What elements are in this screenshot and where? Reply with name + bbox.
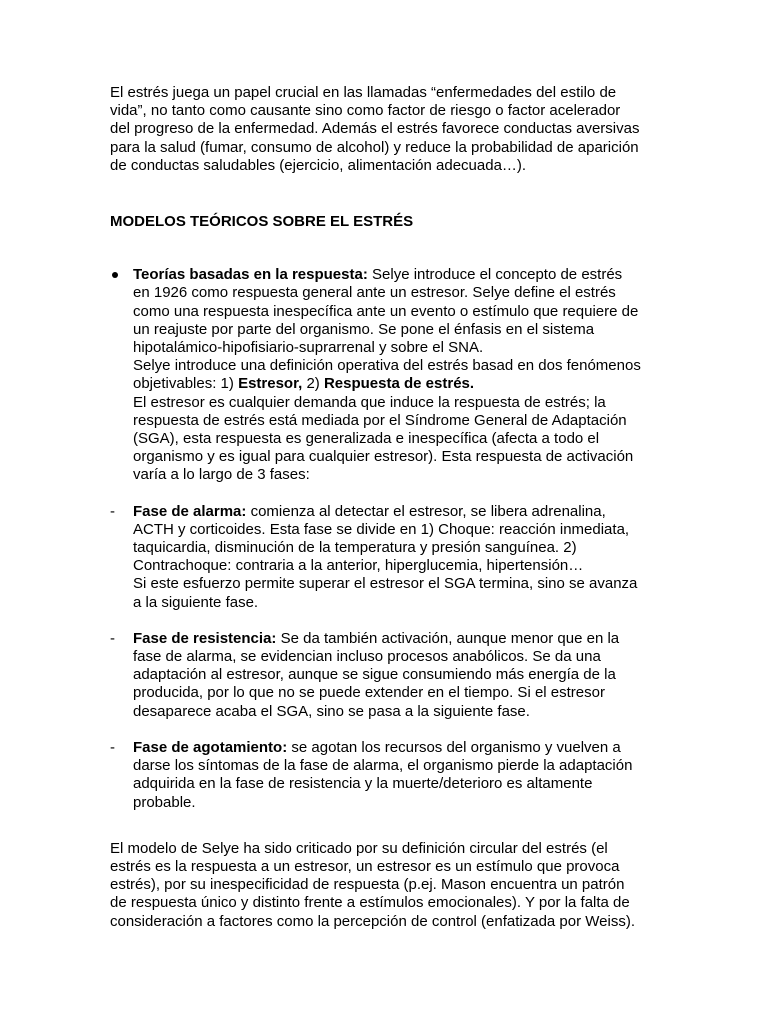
objetivables-prefix: objetivables: 1) [133, 375, 239, 393]
phase-line: desaparece acaba el SGA, sino se pasa a la siguiente fase. [133, 702, 530, 720]
bullet-line: hipotalámico-hipofisiario-suprarrenal y sobre el SNA. [133, 339, 484, 357]
respuesta-bold: Respuesta de estrés. [323, 375, 475, 393]
dash-marker: - [110, 629, 115, 647]
phase-line-rest: Se da también activación, aunque menor que en la [276, 629, 620, 647]
phase-line: probable. [133, 793, 196, 811]
phase-line: Si este esfuerzo permite superar el estresor el SGA termina, sino se avanza [133, 575, 638, 593]
phase-line: ACTH y corticoides. Esta fase se divide en 1) Choque: reacción inmediata, [133, 520, 630, 538]
phase-line: producida, por lo que no se puede extender en el tiempo. Si el estresor [133, 684, 605, 702]
intro-line: de conductas saludables (ejercicio, alimentación adecuada…). [110, 156, 527, 174]
phase-item-alarma [110, 503, 662, 612]
phase-line: a la siguiente fase. [133, 593, 259, 611]
phase-first-line [133, 630, 662, 648]
closing-line: estrés es la respuesta a un estresor, un estresor es un estímulo que provoca [110, 857, 620, 875]
bullet-line: organismo y es igual para cualquier estresor). Esta respuesta de activación [133, 448, 634, 466]
bullet-line: (SGA), esta respuesta es generalizada e inespecífica (afecta a todo el [133, 430, 600, 448]
intro-line: vida”, no tanto como causante sino como factor de riesgo o factor acelerador [110, 102, 621, 120]
intro-line: del progreso de la enfermedad. Además el estrés favorece conductas aversivas [110, 120, 640, 138]
phase-item-agotamiento [110, 739, 662, 812]
bullet-line: como una respuesta inespecífica ante un evento o estímulo que requiere de [133, 302, 639, 320]
closing-paragraph [110, 840, 662, 931]
objetivables-mid: 2) [302, 375, 324, 393]
bullet-objetivables-line [133, 375, 662, 393]
bullet-line: respuesta de estrés está mediada por el Síndrome General de Adaptación [133, 411, 627, 429]
phase-line-rest: se agotan los recursos del organismo y vuelven a [287, 738, 621, 756]
bullet-line-rest: Selye introduce el concepto de estrés [367, 266, 623, 284]
phase-first-line [133, 739, 662, 757]
bullet-item-response-theories [110, 266, 662, 484]
intro-line: para la salud (fumar, consumo de alcohol) y reduce la probabilidad de aparición [110, 138, 639, 156]
section-heading: MODELOS TEÓRICOS SOBRE EL ESTRÉS [110, 213, 414, 231]
phase-bold-label: Fase de agotamiento: [133, 738, 288, 756]
dash-marker: - [110, 502, 115, 520]
phase-bold-label: Fase de resistencia: [133, 629, 277, 647]
phase-line: fase de alarma, se evidencian incluso procesos anabólicos. Se da una [133, 648, 601, 666]
closing-line: estrés), por su inespecificidad de respuesta (p.ej. Mason encuentra un patrón [110, 876, 625, 894]
bullet-line: un reajuste por parte del organismo. Se pone el énfasis en el sistema [133, 320, 595, 338]
bullet-line: Selye introduce una definición operativa del estrés basad en dos fenómenos [133, 357, 641, 375]
phase-line: Contrachoque: contraria a la anterior, hiperglucemia, hipertensión… [133, 557, 584, 575]
estresor-bold: Estresor, [238, 375, 303, 393]
closing-line: de respuesta único y distinto frente a estímulos emocionales). Y por la falta de [110, 894, 630, 912]
closing-line: El modelo de Selye ha sido criticado por su definición circular del estrés (el [110, 839, 608, 857]
phase-bold-label: Fase de alarma: [133, 502, 247, 520]
closing-line: consideración a factores como la percepción de control (enfatizada por Weiss). [110, 912, 635, 930]
bullet-bold-label: Teorías basadas en la respuesta: [133, 266, 368, 284]
bullet-line: en 1926 como respuesta general ante un estresor. Selye define el estrés [133, 284, 616, 302]
intro-paragraph [110, 84, 662, 175]
phase-line: darse los síntomas de la fase de alarma, el organismo pierde la adaptación [133, 757, 633, 775]
bullet-first-line [133, 266, 662, 284]
phase-item-resistencia [110, 630, 662, 721]
document-page [110, 84, 662, 931]
bullet-line: varía a lo largo de 3 fases: [133, 466, 310, 484]
bullet-icon [112, 272, 118, 278]
phase-line: taquicardia, disminución de la temperatura y presión sanguínea. 2) [133, 539, 577, 557]
bullet-line: El estresor es cualquier demanda que induce la respuesta de estrés; la [133, 393, 606, 411]
phase-first-line [133, 503, 662, 521]
phase-line: adquirida en la fase de resistencia y la muerte/deterioro es altamente [133, 775, 593, 793]
intro-line: El estrés juega un papel crucial en las llamadas “enfermedades del estilo de [110, 84, 617, 101]
phase-line: adaptación al estresor, aunque se sigue consumiendo más energía de la [133, 666, 616, 684]
phase-line-rest: comienza al detectar el estresor, se libera adrenalina, [246, 502, 606, 520]
dash-marker: - [110, 738, 115, 756]
